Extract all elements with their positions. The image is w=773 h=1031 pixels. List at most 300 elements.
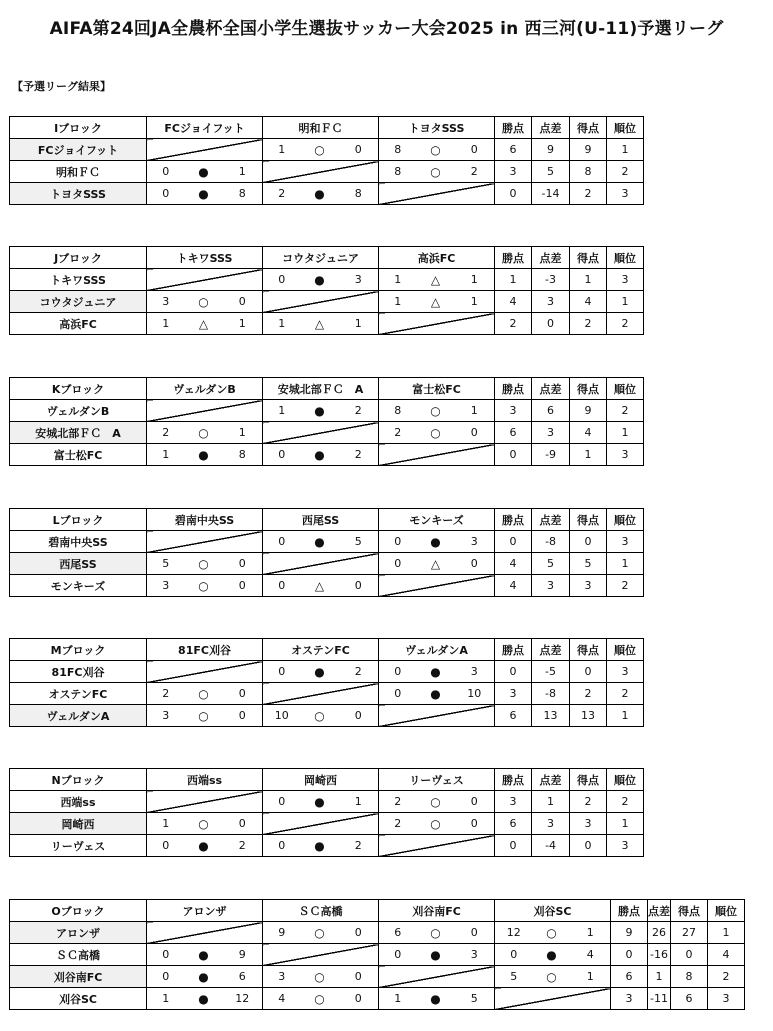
result-symbol: △ xyxy=(301,575,339,597)
rank-value: 1 xyxy=(607,553,644,575)
score-own: 2 xyxy=(147,422,185,444)
score-own: 5 xyxy=(495,966,533,988)
column-team-name: 81FC刈谷 xyxy=(147,639,263,661)
table-row xyxy=(10,661,644,683)
page-title: AIFA第24回JA全農杯全国小学生選抜サッカー大会2025 in 西三河(U-11)予選リーグ xyxy=(49,19,724,39)
table-row xyxy=(10,269,644,291)
row-team-name: トキワSSS xyxy=(10,269,147,291)
result-symbol: ● xyxy=(185,161,223,183)
rank-value: 1 xyxy=(607,813,644,835)
score-own: 9 xyxy=(263,922,301,944)
stat-header: 順位 xyxy=(607,117,644,139)
score-opponent: 8 xyxy=(339,183,379,205)
score-opponent: 5 xyxy=(455,988,495,1010)
score-opponent: 2 xyxy=(223,835,263,857)
stat-header: 順位 xyxy=(607,509,644,531)
league-table-2 xyxy=(9,246,644,335)
score-opponent: 1 xyxy=(339,313,379,335)
points-value: 6 xyxy=(495,422,532,444)
column-team-name: 刈谷SC xyxy=(495,900,611,922)
self-match-cell xyxy=(147,661,263,683)
row-team-name: 安城北部ＦＣ A xyxy=(10,422,147,444)
score-own: 0 xyxy=(263,531,301,553)
score-opponent: 1 xyxy=(571,922,611,944)
score-own: 2 xyxy=(379,422,417,444)
table-row xyxy=(10,575,644,597)
self-match-cell xyxy=(147,400,263,422)
result-symbol: ● xyxy=(417,944,455,966)
score-own: 1 xyxy=(379,988,417,1010)
result-symbol: ○ xyxy=(185,291,223,313)
self-match-cell xyxy=(263,422,379,444)
stat-header: 順位 xyxy=(607,639,644,661)
row-team-name: 岡崎西 xyxy=(10,813,147,835)
score-own: 0 xyxy=(147,161,185,183)
block-name: Kブロック xyxy=(10,378,147,400)
goals-scored-value: 2 xyxy=(570,313,607,335)
score-own: 5 xyxy=(147,553,185,575)
rank-value: 3 xyxy=(607,444,644,466)
points-value: 4 xyxy=(495,291,532,313)
row-team-name: 刈谷SC xyxy=(10,988,147,1010)
row-team-name: トヨタSSS xyxy=(10,183,147,205)
points-value: 6 xyxy=(495,139,532,161)
score-own: 0 xyxy=(147,183,185,205)
table-row xyxy=(10,400,644,422)
score-own: 8 xyxy=(379,161,417,183)
self-match-cell xyxy=(147,791,263,813)
row-team-name: 碧南中央SS xyxy=(10,531,147,553)
goal-difference-value: -14 xyxy=(532,183,570,205)
goals-scored-value: 0 xyxy=(671,944,708,966)
column-team-name: 西端ss xyxy=(147,769,263,791)
column-team-name: トキワSSS xyxy=(147,247,263,269)
points-value: 0 xyxy=(495,531,532,553)
result-symbol: ○ xyxy=(301,705,339,727)
block-name: Mブロック xyxy=(10,639,147,661)
goal-difference-value: -5 xyxy=(532,661,570,683)
score-own: 0 xyxy=(147,966,185,988)
stat-header: 順位 xyxy=(607,378,644,400)
result-symbol: ● xyxy=(417,988,455,1010)
rank-value: 3 xyxy=(607,269,644,291)
result-symbol: ○ xyxy=(417,813,455,835)
goal-difference-value: -3 xyxy=(532,269,570,291)
rank-value: 2 xyxy=(708,966,745,988)
score-opponent: 12 xyxy=(223,988,263,1010)
column-team-name: トヨタSSS xyxy=(379,117,495,139)
result-symbol: ○ xyxy=(533,922,571,944)
rank-value: 1 xyxy=(607,422,644,444)
result-symbol: △ xyxy=(185,313,223,335)
score-opponent: 1 xyxy=(223,161,263,183)
points-value: 6 xyxy=(495,705,532,727)
score-opponent: 2 xyxy=(339,661,379,683)
score-own: 1 xyxy=(263,139,301,161)
points-value: 0 xyxy=(495,183,532,205)
result-symbol: ○ xyxy=(301,139,339,161)
column-team-name: アロンザ xyxy=(147,900,263,922)
result-symbol: ○ xyxy=(301,988,339,1010)
stat-header: 得点 xyxy=(570,117,607,139)
points-value: 0 xyxy=(611,944,648,966)
points-value: 4 xyxy=(495,575,532,597)
score-opponent: 0 xyxy=(223,705,263,727)
result-symbol: ○ xyxy=(301,966,339,988)
result-symbol: ● xyxy=(301,661,339,683)
column-team-name: ヴェルダンA xyxy=(379,639,495,661)
score-own: 0 xyxy=(379,683,417,705)
score-own: 0 xyxy=(263,269,301,291)
score-opponent: 10 xyxy=(455,683,495,705)
score-opponent: 3 xyxy=(455,944,495,966)
column-team-name: 高浜FC xyxy=(379,247,495,269)
self-match-cell xyxy=(147,531,263,553)
goal-difference-value: 5 xyxy=(532,161,570,183)
self-match-cell xyxy=(379,835,495,857)
table-row xyxy=(10,531,644,553)
result-symbol: ● xyxy=(185,944,223,966)
block-name: Oブロック xyxy=(10,900,147,922)
result-symbol: ● xyxy=(301,269,339,291)
self-match-cell xyxy=(147,139,263,161)
league-table-3 xyxy=(9,377,644,466)
result-symbol: ○ xyxy=(417,161,455,183)
goals-scored-value: 0 xyxy=(570,531,607,553)
points-value: 3 xyxy=(495,791,532,813)
score-own: 0 xyxy=(147,835,185,857)
result-symbol: ● xyxy=(301,444,339,466)
result-symbol: ● xyxy=(301,791,339,813)
result-symbol: ○ xyxy=(533,966,571,988)
result-symbol: ● xyxy=(185,835,223,857)
goal-difference-value: 6 xyxy=(532,400,570,422)
score-opponent: 1 xyxy=(339,791,379,813)
row-team-name: ヴェルダンA xyxy=(10,705,147,727)
stat-header: 勝点 xyxy=(495,769,532,791)
table-row xyxy=(10,183,644,205)
result-symbol: ● xyxy=(185,966,223,988)
goals-scored-value: 3 xyxy=(570,575,607,597)
goal-difference-value: 1 xyxy=(648,966,671,988)
score-opponent: 0 xyxy=(455,553,495,575)
self-match-cell xyxy=(379,183,495,205)
score-own: 3 xyxy=(147,705,185,727)
self-match-cell xyxy=(147,269,263,291)
result-symbol: ○ xyxy=(417,139,455,161)
points-value: 1 xyxy=(495,269,532,291)
result-symbol: ○ xyxy=(417,400,455,422)
score-opponent: 1 xyxy=(571,966,611,988)
table-header-row xyxy=(10,117,644,139)
self-match-cell xyxy=(379,705,495,727)
points-value: 3 xyxy=(495,683,532,705)
rank-value: 1 xyxy=(708,922,745,944)
table-header-row xyxy=(10,509,644,531)
goals-scored-value: 9 xyxy=(570,400,607,422)
goals-scored-value: 5 xyxy=(570,553,607,575)
rank-value: 2 xyxy=(607,575,644,597)
rank-value: 1 xyxy=(607,705,644,727)
row-team-name: コウタジュニア xyxy=(10,291,147,313)
score-own: 0 xyxy=(263,791,301,813)
stat-header: 点差 xyxy=(648,900,671,922)
result-symbol: △ xyxy=(417,269,455,291)
score-own: 12 xyxy=(495,922,533,944)
score-own: 0 xyxy=(147,944,185,966)
column-team-name: 碧南中央SS xyxy=(147,509,263,531)
goals-scored-value: 9 xyxy=(570,139,607,161)
stat-header: 得点 xyxy=(570,639,607,661)
score-opponent: 0 xyxy=(455,791,495,813)
table-row xyxy=(10,313,644,335)
self-match-cell xyxy=(263,553,379,575)
row-team-name: FCジョイフット xyxy=(10,139,147,161)
score-opponent: 1 xyxy=(223,422,263,444)
goals-scored-value: 2 xyxy=(570,791,607,813)
stat-header: 勝点 xyxy=(495,378,532,400)
goals-scored-value: 8 xyxy=(671,966,708,988)
score-opponent: 0 xyxy=(339,966,379,988)
result-symbol: ● xyxy=(417,531,455,553)
self-match-cell xyxy=(147,922,263,944)
points-value: 4 xyxy=(495,553,532,575)
self-match-cell xyxy=(263,161,379,183)
score-own: 2 xyxy=(147,683,185,705)
column-team-name: 明和ＦＣ xyxy=(263,117,379,139)
score-opponent: 0 xyxy=(455,813,495,835)
table-header-row xyxy=(10,247,644,269)
score-opponent: 0 xyxy=(223,291,263,313)
score-own: 0 xyxy=(379,944,417,966)
column-team-name: ヴェルダンB xyxy=(147,378,263,400)
points-value: 0 xyxy=(495,661,532,683)
rank-value: 2 xyxy=(607,400,644,422)
stat-header: 順位 xyxy=(607,247,644,269)
goal-difference-value: 3 xyxy=(532,575,570,597)
score-opponent: 8 xyxy=(223,183,263,205)
rank-value: 3 xyxy=(607,835,644,857)
stat-header: 点差 xyxy=(532,378,570,400)
result-symbol: ○ xyxy=(185,705,223,727)
goal-difference-value: -8 xyxy=(532,683,570,705)
result-symbol: ● xyxy=(185,183,223,205)
stat-header: 勝点 xyxy=(611,900,648,922)
score-opponent: 0 xyxy=(339,705,379,727)
score-own: 2 xyxy=(263,183,301,205)
block-name: Nブロック xyxy=(10,769,147,791)
self-match-cell xyxy=(379,444,495,466)
score-own: 1 xyxy=(147,444,185,466)
score-own: 0 xyxy=(263,575,301,597)
goals-scored-value: 0 xyxy=(570,835,607,857)
rank-value: 2 xyxy=(607,313,644,335)
result-symbol: ○ xyxy=(185,575,223,597)
row-team-name: ヴェルダンB xyxy=(10,400,147,422)
result-symbol: ● xyxy=(185,988,223,1010)
table-header-row xyxy=(10,378,644,400)
score-own: 1 xyxy=(263,400,301,422)
score-opponent: 0 xyxy=(455,139,495,161)
section-subtitle: 【予選リーグ結果】 xyxy=(12,80,111,93)
result-symbol: ● xyxy=(533,944,571,966)
goal-difference-value: 3 xyxy=(532,422,570,444)
table-row xyxy=(10,444,644,466)
row-team-name: 明和ＦＣ xyxy=(10,161,147,183)
table-row xyxy=(10,813,644,835)
column-team-name: 刈谷南FC xyxy=(379,900,495,922)
league-table-6 xyxy=(9,768,644,857)
column-team-name: 富士松FC xyxy=(379,378,495,400)
goal-difference-value: -16 xyxy=(648,944,671,966)
rank-value: 4 xyxy=(708,944,745,966)
points-value: 9 xyxy=(611,922,648,944)
goals-scored-value: 3 xyxy=(570,813,607,835)
table-row xyxy=(10,291,644,313)
stat-header: 得点 xyxy=(570,509,607,531)
rank-value: 2 xyxy=(607,791,644,813)
score-own: 0 xyxy=(495,944,533,966)
score-opponent: 2 xyxy=(339,444,379,466)
points-value: 3 xyxy=(495,161,532,183)
score-own: 10 xyxy=(263,705,301,727)
block-name: Iブロック xyxy=(10,117,147,139)
column-team-name: 岡崎西 xyxy=(263,769,379,791)
column-team-name: 安城北部ＦＣ A xyxy=(263,378,379,400)
score-own: 6 xyxy=(379,922,417,944)
rank-value: 1 xyxy=(607,139,644,161)
table-row xyxy=(10,705,644,727)
goal-difference-value: -8 xyxy=(532,531,570,553)
stat-header: 点差 xyxy=(532,509,570,531)
score-own: 1 xyxy=(147,988,185,1010)
stat-header: 得点 xyxy=(570,378,607,400)
column-team-name: リーヴェス xyxy=(379,769,495,791)
table-row xyxy=(10,139,644,161)
goals-scored-value: 0 xyxy=(570,661,607,683)
result-symbol: △ xyxy=(417,553,455,575)
table-row xyxy=(10,553,644,575)
self-match-cell xyxy=(263,944,379,966)
row-team-name: モンキーズ xyxy=(10,575,147,597)
column-team-name: 西尾SS xyxy=(263,509,379,531)
column-team-name: FCジョイフット xyxy=(147,117,263,139)
rank-value: 2 xyxy=(607,161,644,183)
score-opponent: 9 xyxy=(223,944,263,966)
goal-difference-value: 9 xyxy=(532,139,570,161)
stat-header: 勝点 xyxy=(495,509,532,531)
goal-difference-value: -11 xyxy=(648,988,671,1010)
result-symbol: ○ xyxy=(301,922,339,944)
block-name: Lブロック xyxy=(10,509,147,531)
league-table-4 xyxy=(9,508,644,597)
score-own: 1 xyxy=(147,813,185,835)
goals-scored-value: 2 xyxy=(570,183,607,205)
score-own: 2 xyxy=(379,813,417,835)
goal-difference-value: 3 xyxy=(532,813,570,835)
result-symbol: ○ xyxy=(417,791,455,813)
row-team-name: オステンFC xyxy=(10,683,147,705)
column-team-name: コウタジュニア xyxy=(263,247,379,269)
score-opponent: 2 xyxy=(455,161,495,183)
goals-scored-value: 4 xyxy=(570,422,607,444)
row-team-name: 西尾SS xyxy=(10,553,147,575)
stat-header: 点差 xyxy=(532,117,570,139)
score-opponent: 0 xyxy=(223,553,263,575)
score-opponent: 3 xyxy=(455,661,495,683)
league-table-1 xyxy=(9,116,644,205)
stat-header: 勝点 xyxy=(495,639,532,661)
score-opponent: 0 xyxy=(223,813,263,835)
column-team-name: ＳＣ高橋 xyxy=(263,900,379,922)
score-own: 0 xyxy=(379,661,417,683)
row-team-name: 81FC刈谷 xyxy=(10,661,147,683)
table-row xyxy=(10,791,644,813)
table-row xyxy=(10,988,745,1010)
score-own: 0 xyxy=(263,835,301,857)
rank-value: 3 xyxy=(708,988,745,1010)
column-team-name: オステンFC xyxy=(263,639,379,661)
table-row xyxy=(10,922,745,944)
goals-scored-value: 4 xyxy=(570,291,607,313)
stat-header: 勝点 xyxy=(495,247,532,269)
row-team-name: 刈谷南FC xyxy=(10,966,147,988)
table-header-row xyxy=(10,769,644,791)
table-header-row xyxy=(10,900,745,922)
row-team-name: 高浜FC xyxy=(10,313,147,335)
score-opponent: 0 xyxy=(339,139,379,161)
goal-difference-value: -9 xyxy=(532,444,570,466)
table-header-row xyxy=(10,639,644,661)
rank-value: 3 xyxy=(607,183,644,205)
goals-scored-value: 8 xyxy=(570,161,607,183)
score-opponent: 3 xyxy=(455,531,495,553)
column-team-name: モンキーズ xyxy=(379,509,495,531)
row-team-name: リーヴェス xyxy=(10,835,147,857)
row-team-name: 西端ss xyxy=(10,791,147,813)
stat-header: 点差 xyxy=(532,247,570,269)
table-row xyxy=(10,944,745,966)
result-symbol: ● xyxy=(301,183,339,205)
score-opponent: 0 xyxy=(339,922,379,944)
row-team-name: 富士松FC xyxy=(10,444,147,466)
rank-value: 3 xyxy=(607,661,644,683)
score-opponent: 2 xyxy=(339,835,379,857)
result-symbol: ● xyxy=(185,444,223,466)
score-opponent: 1 xyxy=(455,269,495,291)
goals-scored-value: 2 xyxy=(570,683,607,705)
goal-difference-value: 5 xyxy=(532,553,570,575)
result-symbol: ○ xyxy=(417,922,455,944)
result-symbol: ● xyxy=(301,835,339,857)
table-row xyxy=(10,966,745,988)
score-opponent: 4 xyxy=(571,944,611,966)
goals-scored-value: 1 xyxy=(570,269,607,291)
score-opponent: 1 xyxy=(455,291,495,313)
score-own: 3 xyxy=(147,575,185,597)
goal-difference-value: 26 xyxy=(648,922,671,944)
score-opponent: 3 xyxy=(339,269,379,291)
rank-value: 1 xyxy=(607,291,644,313)
rank-value: 2 xyxy=(607,683,644,705)
goal-difference-value: 3 xyxy=(532,291,570,313)
row-team-name: ＳＣ高橋 xyxy=(10,944,147,966)
score-own: 3 xyxy=(263,966,301,988)
score-own: 0 xyxy=(379,553,417,575)
score-own: 1 xyxy=(263,313,301,335)
self-match-cell xyxy=(379,313,495,335)
score-own: 1 xyxy=(147,313,185,335)
